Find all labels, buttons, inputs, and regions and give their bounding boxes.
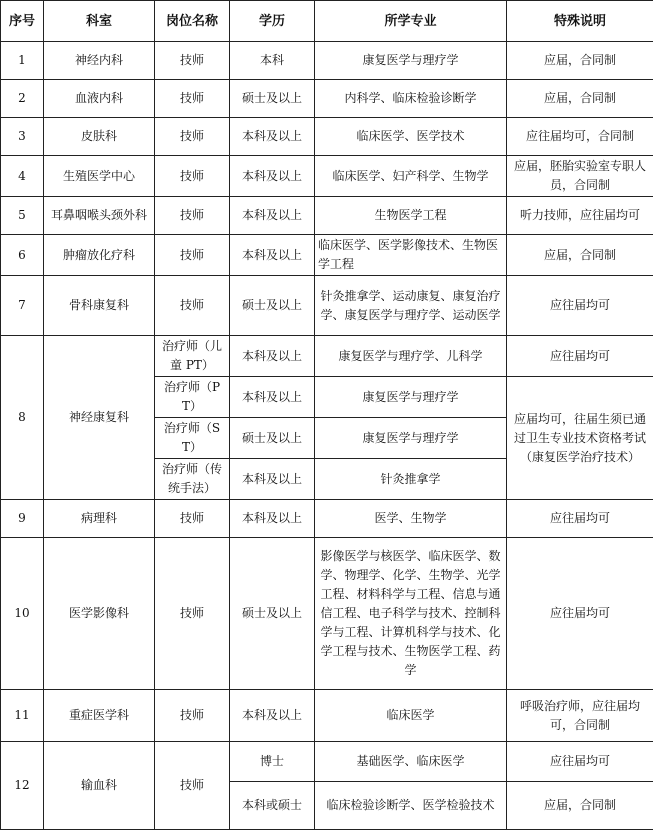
cell-note: 应往届均可	[507, 500, 653, 538]
cell-note: 应届，合同制	[507, 42, 653, 80]
cell-edu: 本科及以上	[230, 156, 315, 197]
cell-post: 技师	[155, 742, 230, 830]
cell-post: 技师	[155, 538, 230, 690]
cell-dept: 重症医学科	[44, 690, 155, 742]
cell-major: 内科学、临床检验诊断学	[315, 80, 507, 118]
cell-post: 技师	[155, 118, 230, 156]
cell-edu: 本科及以上	[230, 459, 315, 500]
cell-note: 应往届均可	[507, 276, 653, 336]
cell-edu: 本科	[230, 42, 315, 80]
cell-dept: 输血科	[44, 742, 155, 830]
cell-post: 技师	[155, 156, 230, 197]
cell-major: 基础医学、临床医学	[315, 742, 507, 782]
cell-dept: 生殖医学中心	[44, 156, 155, 197]
cell-note: 应届，合同制	[507, 235, 653, 276]
cell-note: 应往届均可	[507, 742, 653, 782]
cell-post: 技师	[155, 42, 230, 80]
cell-edu: 硕士及以上	[230, 276, 315, 336]
table-row	[1, 500, 653, 538]
cell-edu: 本科及以上	[230, 690, 315, 742]
header-post: 岗位名称	[155, 1, 230, 42]
cell-note: 应往届均可	[507, 538, 653, 690]
cell-edu: 硕士及以上	[230, 538, 315, 690]
table-row	[1, 235, 653, 276]
cell-major: 康复医学与理疗学	[315, 42, 507, 80]
cell-dept: 皮肤科	[44, 118, 155, 156]
cell-major: 临床医学	[315, 690, 507, 742]
cell-dept: 肿瘤放化疗科	[44, 235, 155, 276]
cell-major: 康复医学与理疗学	[315, 418, 507, 459]
cell-edu: 本科及以上	[230, 336, 315, 377]
cell-dept: 血液内科	[44, 80, 155, 118]
cell-major: 临床医学、医学技术	[315, 118, 507, 156]
cell-dept: 神经内科	[44, 42, 155, 80]
cell-no: 7	[1, 276, 44, 336]
cell-major: 影像医学与核医学、临床医学、数学、物理学、化学、生物学、光学工程、材料科学与工程、信息与通信工程、电子科学与技术、控制科学与工程、计算机科学与技术、化学工程与技术、生物医学工程、药学	[315, 538, 507, 690]
cell-no: 2	[1, 80, 44, 118]
table-row	[1, 156, 653, 197]
cell-note: 应届均可，往届生须已通过卫生专业技术资格考试（康复医学治疗技术）	[507, 377, 653, 500]
table-row	[1, 276, 653, 336]
cell-edu: 本科及以上	[230, 500, 315, 538]
cell-edu: 本科及以上	[230, 377, 315, 418]
header-note: 特殊说明	[507, 1, 653, 42]
cell-no: 4	[1, 156, 44, 197]
cell-note: 应往届均可，合同制	[507, 118, 653, 156]
cell-edu: 硕士及以上	[230, 80, 315, 118]
header-edu: 学历	[230, 1, 315, 42]
cell-no: 9	[1, 500, 44, 538]
cell-post: 技师	[155, 197, 230, 235]
cell-no: 8	[1, 336, 44, 500]
cell-no: 12	[1, 742, 44, 830]
cell-edu: 博士	[230, 742, 315, 782]
cell-major: 康复医学与理疗学、儿科学	[315, 336, 507, 377]
cell-major: 康复医学与理疗学	[315, 377, 507, 418]
cell-major: 临床检验诊断学、医学检验技术	[315, 782, 507, 830]
cell-post: 治疗师（ST）	[155, 418, 230, 459]
cell-post: 治疗师（儿童 PT）	[155, 336, 230, 377]
cell-no: 10	[1, 538, 44, 690]
cell-major: 针灸推拿学	[315, 459, 507, 500]
cell-major: 临床医学、妇产科学、生物学	[315, 156, 507, 197]
table-row	[1, 690, 653, 742]
cell-note: 应届，合同制	[507, 782, 653, 830]
table-row	[1, 197, 653, 235]
cell-no: 3	[1, 118, 44, 156]
cell-major: 医学、生物学	[315, 500, 507, 538]
cell-major: 针灸推拿学、运动康复、康复治疗学、康复医学与理疗学、运动医学	[315, 276, 507, 336]
cell-post: 治疗师（PT）	[155, 377, 230, 418]
cell-note: 应往届均可	[507, 336, 653, 377]
cell-post: 技师	[155, 80, 230, 118]
cell-note: 应届，胚胎实验室专职人员，合同制	[507, 156, 653, 197]
cell-major: 生物医学工程	[315, 197, 507, 235]
cell-post: 技师	[155, 276, 230, 336]
cell-post: 技师	[155, 690, 230, 742]
cell-dept: 耳鼻咽喉头颈外科	[44, 197, 155, 235]
cell-note: 呼吸治疗师，应往届均可，合同制	[507, 690, 653, 742]
header-dept: 科室	[44, 1, 155, 42]
cell-edu: 本科及以上	[230, 118, 315, 156]
table-row	[1, 42, 653, 80]
cell-edu: 本科及以上	[230, 197, 315, 235]
cell-note: 应届，合同制	[507, 80, 653, 118]
cell-post: 技师	[155, 235, 230, 276]
table-row	[1, 742, 653, 782]
cell-edu: 本科及以上	[230, 235, 315, 276]
cell-note: 听力技师，应往届均可	[507, 197, 653, 235]
cell-dept: 骨科康复科	[44, 276, 155, 336]
table-row	[1, 118, 653, 156]
cell-post: 治疗师（传统手法）	[155, 459, 230, 500]
cell-dept: 医学影像科	[44, 538, 155, 690]
table-row	[1, 336, 653, 377]
cell-edu: 硕士及以上	[230, 418, 315, 459]
cell-no: 5	[1, 197, 44, 235]
header-row	[1, 1, 653, 42]
cell-major: 临床医学、医学影像技术、生物医学工程	[315, 235, 507, 276]
cell-dept: 病理科	[44, 500, 155, 538]
header-no: 序号	[1, 1, 44, 42]
cell-no: 11	[1, 690, 44, 742]
cell-edu: 本科或硕士	[230, 782, 315, 830]
cell-post: 技师	[155, 500, 230, 538]
cell-no: 1	[1, 42, 44, 80]
cell-no: 6	[1, 235, 44, 276]
table-row	[1, 80, 653, 118]
table-row	[1, 538, 653, 690]
header-major: 所学专业	[315, 1, 507, 42]
cell-dept: 神经康复科	[44, 336, 155, 500]
